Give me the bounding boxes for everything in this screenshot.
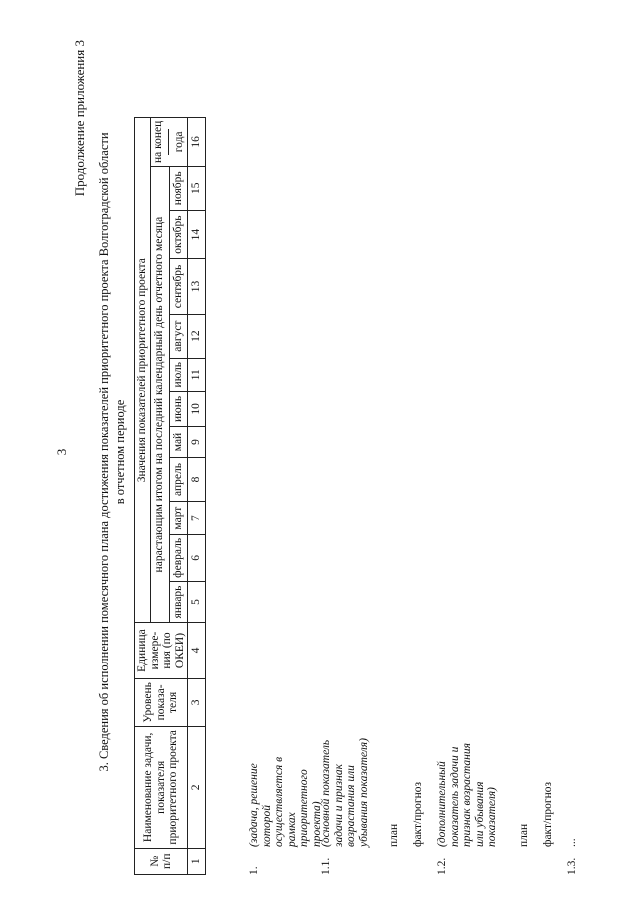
col-num-7: 7 [188, 502, 206, 535]
col-num-8: 8 [188, 457, 206, 501]
col-num-14: 14 [188, 210, 206, 259]
appendix-note: Продолжение приложения 3 [72, 40, 87, 197]
month-2: февраль [169, 535, 188, 581]
row-text: факт/прогноз [412, 781, 424, 847]
col-num-2: 2 [188, 727, 206, 848]
col-num-16: 16 [188, 118, 206, 167]
month-5: май [169, 427, 188, 458]
row-text: план [518, 823, 530, 847]
year-blank-line [168, 129, 169, 155]
row-text: (основной показатель задачи и признак возрастания или убывания показателя) [320, 738, 370, 847]
month-3: март [169, 502, 188, 535]
col-num-13: 13 [188, 259, 206, 314]
month-1: январь [169, 581, 188, 623]
row-text: план [388, 823, 400, 847]
header-row-1 [135, 118, 151, 875]
header-unit: Единица измере-ния (по ОКЕИ) [135, 623, 188, 678]
header-values-group: Значения показателей приоритетного проекта [135, 118, 151, 623]
document-title [96, 82, 128, 822]
row-num: 1.2. [436, 857, 448, 875]
month-8: август [169, 314, 188, 358]
row-text: ... [566, 838, 578, 847]
header-year-end-top: на конец [151, 120, 164, 164]
column-numbers-row [188, 118, 206, 875]
col-num-6: 6 [188, 535, 206, 581]
header-num: № п/п [135, 848, 188, 874]
row-text: факт/прогноз [542, 781, 554, 847]
row-num: 1. [248, 866, 260, 875]
col-num-15: 15 [188, 166, 206, 210]
col-num-1: 1 [188, 848, 206, 874]
col-num-10: 10 [188, 391, 206, 426]
header-year-end [150, 118, 188, 167]
header-level: Уровень показа-теля [135, 678, 188, 727]
row-text: (задача, решение которой осуществляется в рамках приоритетного проекта) [248, 756, 323, 847]
month-9: сентябрь [169, 259, 188, 314]
month-10: октябрь [169, 210, 188, 259]
month-6: июнь [169, 391, 188, 426]
header-year-end-bottom: года [173, 131, 186, 153]
row-num: 1.3. [566, 857, 578, 875]
col-num-12: 12 [188, 314, 206, 358]
row-text: (дополнительный показатель задачи и признак возрастания или убывания показателя) [436, 743, 498, 847]
title-line-2: в отчетном периоде [113, 399, 127, 505]
col-num-3: 3 [188, 678, 206, 727]
header-name: Наименование задачи, показателя приоритетного проекта [135, 727, 188, 848]
col-num-9: 9 [188, 427, 206, 458]
col-num-4: 4 [188, 623, 206, 678]
col-num-5: 5 [188, 581, 206, 623]
month-4: апрель [169, 457, 188, 501]
header-cumulative: нарастающим итогом на последний календарный день отчетного месяца [150, 166, 169, 623]
col-num-11: 11 [188, 358, 206, 391]
month-7: июль [169, 358, 188, 391]
indicators-table [134, 117, 206, 875]
rotated-sheet [0, 22, 640, 882]
title-line-1: 3. Сведения об исполнении помесячного плана достижения показателей приоритетного проекта Волгоградской области [97, 132, 111, 772]
month-11: ноябрь [169, 166, 188, 210]
page-number: 3 [54, 448, 69, 456]
row-num: 1.1. [320, 857, 332, 875]
